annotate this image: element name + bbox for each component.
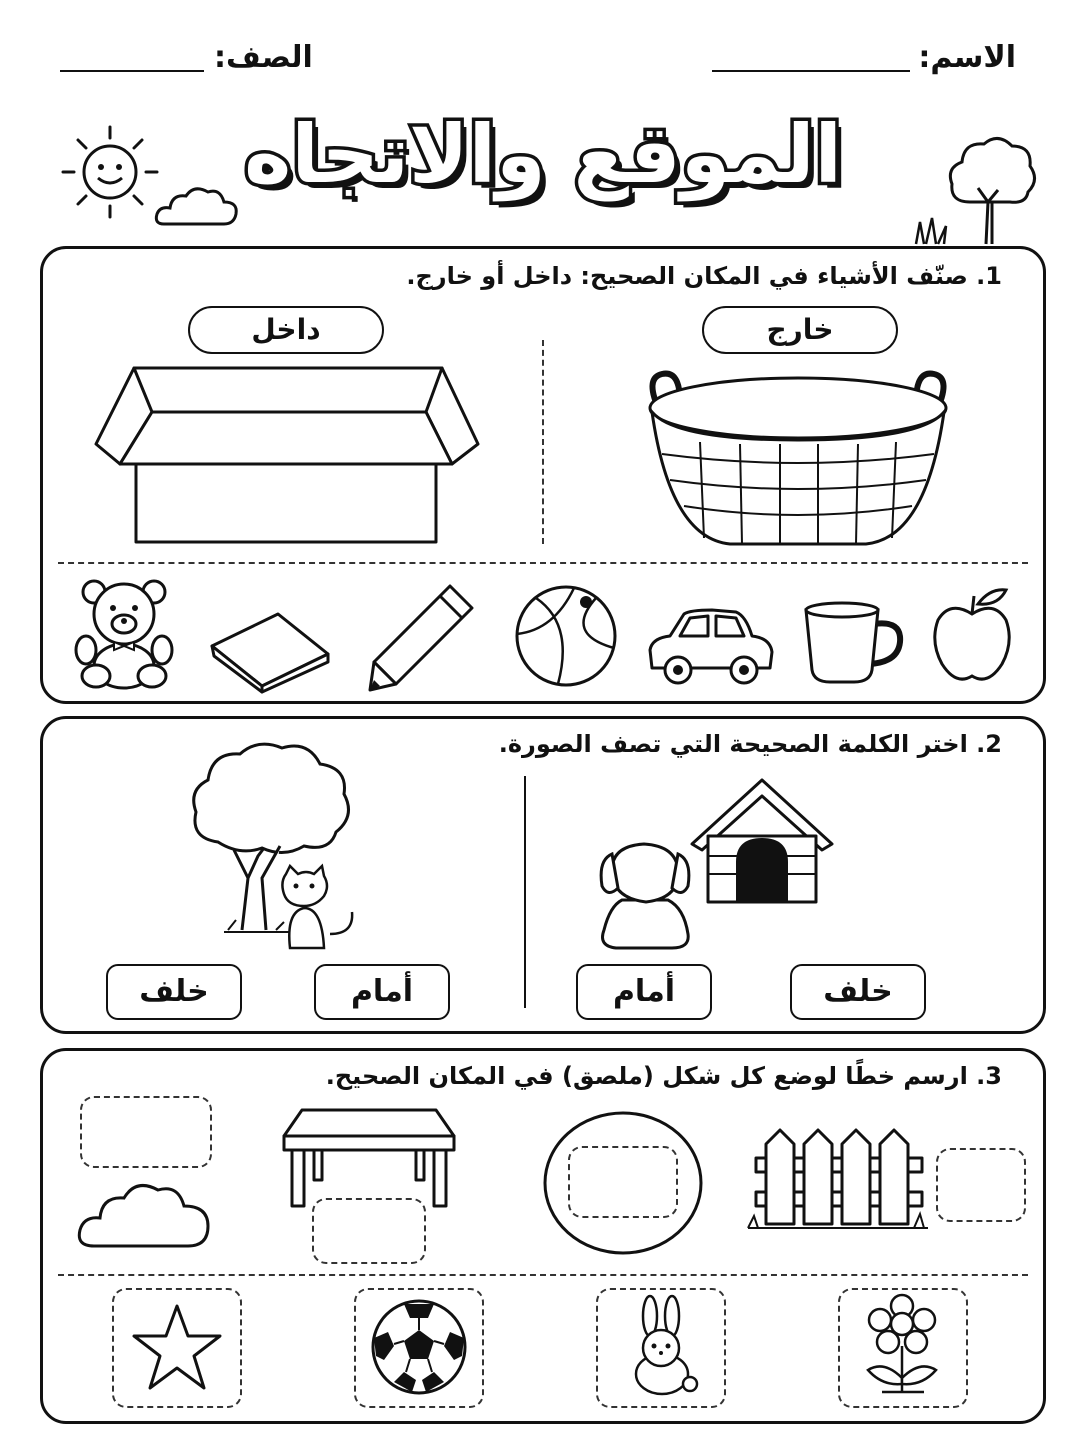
basket-icon[interactable]: [640, 368, 956, 548]
section-1-separator: [58, 562, 1028, 564]
name-label: الاسم:: [918, 40, 1016, 75]
label-outside: خارج: [702, 306, 898, 354]
doghouse-icon: [688, 776, 836, 906]
star-icon: [130, 1302, 224, 1392]
option-left-front[interactable]: أمام: [314, 964, 450, 1020]
target-under-table[interactable]: [312, 1198, 426, 1264]
target-inside-circle[interactable]: [568, 1146, 678, 1218]
section-1-divider: [542, 340, 544, 544]
section-3-separator: [58, 1274, 1028, 1276]
target-beside-fence[interactable]: [936, 1148, 1026, 1222]
cup-icon[interactable]: [802, 600, 906, 686]
option-right-behind[interactable]: خلف: [790, 964, 926, 1020]
cloud-icon: [154, 180, 240, 228]
apple-icon[interactable]: [930, 586, 1014, 686]
section-1-instruction: 1. صنّف الأشياء في المكان الصحيح: داخل أو خارج.: [406, 262, 1002, 290]
section-3-instruction: 3. ارسم خطًا لوضع كل شكل (ملصق) في المكان الصحيح.: [325, 1062, 1002, 1090]
table-icon: [280, 1106, 458, 1210]
dog-icon: [598, 836, 692, 952]
flower-icon: [862, 1294, 944, 1396]
option-right-front[interactable]: أمام: [576, 964, 712, 1020]
class-label: الصف:: [214, 40, 313, 75]
fence-icon: [746, 1128, 930, 1232]
target-above-cloud[interactable]: [80, 1096, 212, 1168]
cat-icon: [276, 864, 358, 950]
sun-icon: [58, 122, 168, 222]
option-left-behind[interactable]: خلف: [106, 964, 242, 1020]
rabbit-icon: [624, 1294, 702, 1398]
pencil-icon[interactable]: [366, 580, 478, 692]
tree-icon: [940, 132, 1040, 247]
soccer-ball-icon: [370, 1298, 468, 1396]
name-field[interactable]: [712, 70, 910, 72]
box-icon[interactable]: [92, 364, 482, 546]
section-2-divider: [524, 776, 526, 1008]
teddy-bear-icon[interactable]: [72, 578, 176, 690]
label-inside: داخل: [188, 306, 384, 354]
cloud-icon: [76, 1176, 212, 1250]
ball-icon[interactable]: [514, 584, 618, 688]
section-2-instruction: 2. اختر الكلمة الصحيحة التي تصف الصورة.: [498, 730, 1002, 758]
grass-icon: [912, 216, 952, 246]
car-icon[interactable]: [646, 608, 776, 686]
class-field[interactable]: [60, 70, 204, 72]
page-title: الموقع والاتجاه: [244, 108, 842, 201]
book-icon[interactable]: [208, 610, 332, 694]
